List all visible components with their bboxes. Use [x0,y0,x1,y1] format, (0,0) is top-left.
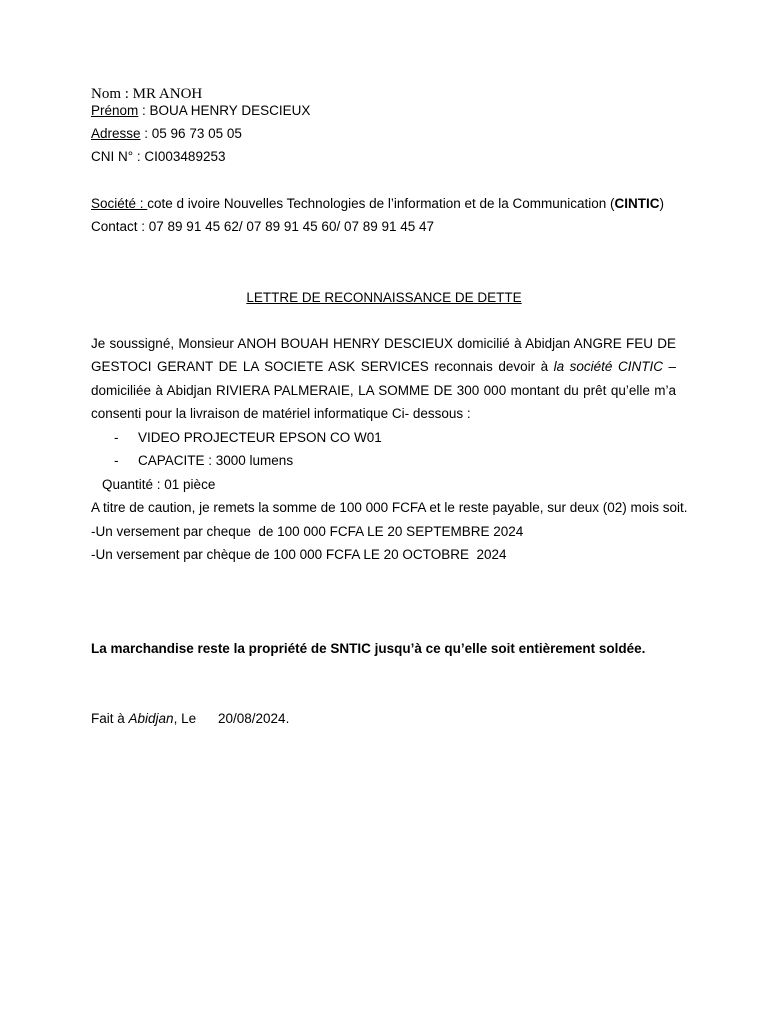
caution-line: A titre de caution, je remets la somme de 100 000 FCFA et le reste payable, sur deux (02) mois soit. [91,500,688,515]
bullet-dash-1: - [114,430,119,445]
prenom-label: Prénom [91,103,139,118]
city: Abidjan [128,711,174,726]
societe-close: ) [659,196,665,211]
prenom-line [91,103,310,119]
fait-label: Fait à [91,711,129,726]
bullet-item-1: VIDEO PROJECTEUR EPSON CO W01 [138,430,382,445]
le-label: , Le [173,711,197,726]
cni-line: CNI N° : CI003489253 [91,149,226,164]
nom-label: Nom : [91,86,129,102]
prenom-value: : BOUA HENRY DESCIEUX [138,103,311,118]
bullet-item-2: CAPACITE : 3000 lumens [138,453,294,468]
adresse-value: : 05 96 73 05 05 [140,126,242,141]
versement-line-2: -Un versement par chèque de 100 000 FCFA LE 20 OCTOBRE 2024 [91,547,507,562]
ownership-clause: La marchandise reste la propriété de SNTIC jusqu’à ce qu’elle soit entièrement soldée. [91,641,646,656]
contact-line: Contact : 07 89 91 45 62/ 07 89 91 45 60/ 07 89 91 45 47 [91,219,435,234]
societe-label: Société : [91,196,148,211]
versement-line-1: -Un versement par cheque de 100 000 FCFA LE 20 SEPTEMBRE 2024 [91,524,524,539]
nom-line [91,86,202,102]
societe-text: cote d ivoire Nouvelles Technologies de l’information et de la Communication ( [147,196,615,211]
body-line-2 [91,359,676,375]
nom-value: MR ANOH [128,86,203,102]
societe-abbr: CINTIC [614,196,660,211]
body-line-4: consenti pour la livraison de matériel informatique Ci- dessous : [91,406,471,421]
letter-title: LETTRE DE RECONNAISSANCE DE DETTE [246,290,522,305]
bullet-dash-2: - [114,453,119,468]
body-line-3: domiciliée à Abidjan RIVIERA PALMERAIE, LA SOMME DE 300 000 montant du prêt qu’elle m’a [91,383,676,398]
body-line-2-italic: la société CINTIC [553,359,663,374]
body-line-2-end: – [662,359,676,374]
societe-line [91,196,664,212]
body-line-2-text: GESTOCI GERANT DE LA SOCIETE ASK SERVICES reconnais devoir à [91,359,554,374]
quantite-line: Quantité : 01 pièce [102,477,216,492]
body-line-1: Je soussigné, Monsieur ANOH BOUAH HENRY DESCIEUX domicilié à Abidjan ANGRE FEU DE [91,336,676,351]
adresse-label: Adresse [91,126,141,141]
signature-date: 20/08/2024. [218,711,290,726]
adresse-line [91,126,242,142]
signature-place [91,711,196,727]
